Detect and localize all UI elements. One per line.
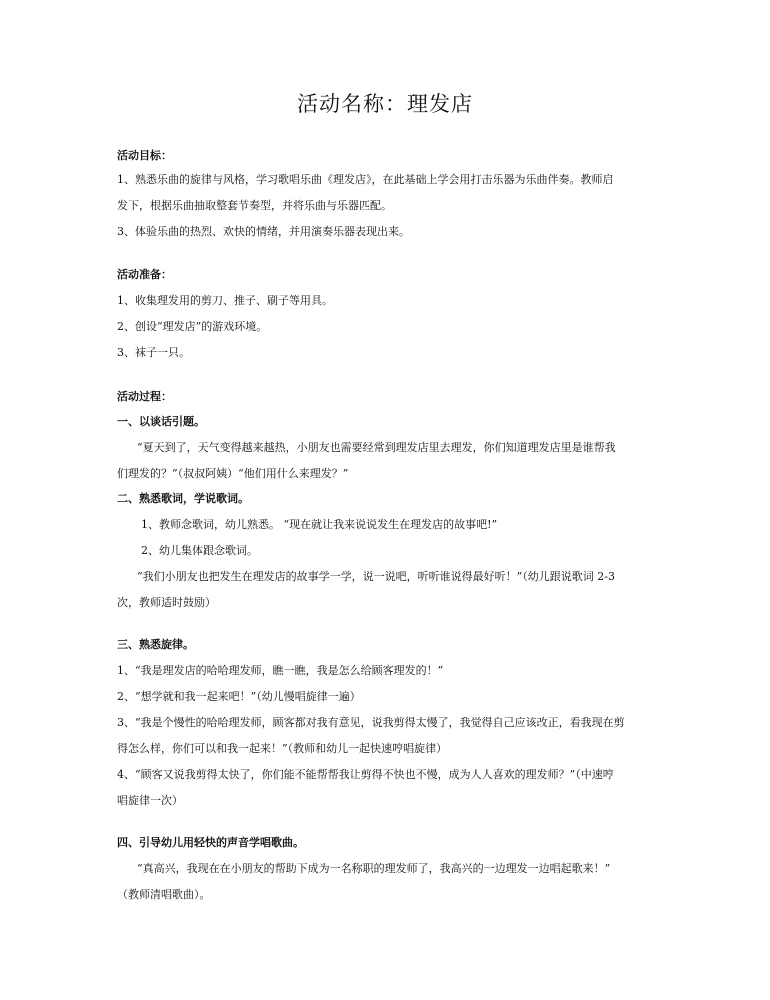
step3-line: 2、“想学就和我一起来吧！”（幼儿慢唱旋律一遍） [117, 690, 361, 703]
step2-line: 2、幼儿集体跟念歌词。 [141, 544, 258, 557]
step4-line: （教师清唱歌曲）。 [117, 888, 211, 901]
step2-line: 1、教师念歌词，幼儿熟悉。 “现在就让我来说说发生在理发店的故事吧!” [141, 518, 498, 531]
goals-line: 发下，根据乐曲抽取整套节奏型，并将乐曲与乐器匹配。 [117, 199, 392, 212]
prep-heading: 活动准备： [117, 268, 172, 281]
step1-heading: 一、以谈话引题。 [117, 415, 205, 428]
process-heading: 活动过程： [117, 390, 172, 403]
step1-line: 们理发的？”（叔叔阿姨）“他们用什么来理发？” [117, 467, 349, 480]
step4-line: “真高兴，我现在在小朋友的帮助下成为一名称职的理发师了，我高兴的一边理发一边唱起歌来！” [137, 862, 611, 875]
goals-heading: 活动目标： [117, 149, 172, 162]
step3-line: 唱旋律一次） [117, 794, 183, 807]
prep-line: 2、创设“理发店”的游戏环境。 [117, 320, 268, 333]
goals-line: 1、熟悉乐曲的旋律与风格，学习歌唱乐曲《理发店》，在此基础上学会用打击乐器为乐曲伴奏。教师启 [117, 173, 614, 186]
step3-line: 1、“我是理发店的哈哈理发师，瞧一瞧，我是怎么给顾客理发的！” [117, 664, 444, 677]
goals-line: 3、体验乐曲的热烈、欢快的情绪，并用演奏乐器表现出来。 [117, 225, 410, 238]
step4-heading: 四、引导幼儿用轻快的声音学唱歌曲。 [117, 836, 304, 849]
step2-heading: 二、熟悉歌词，学说歌词。 [117, 492, 249, 505]
prep-line: 1、收集理发用的剪刀、推子、刷子等用具。 [117, 294, 333, 307]
step2-line: “我们小朋友也把发生在理发店的故事学一学，说一说吧，听听谁说得最好听！”（幼儿跟说歌词 2-3 [137, 570, 615, 583]
step3-line: 3、“我是个慢性的哈哈理发师，顾客都对我有意见，说我剪得太慢了，我觉得自己应该改正，看我现在剪 [117, 716, 625, 729]
step3-line: 得怎么样，你们可以和我一起来！”（教师和幼儿一起快速哼唱旋律） [117, 742, 448, 755]
step1-line: “夏天到了，天气变得越来越热，小朋友也需要经常到理发店里去理发，你们知道理发店里是谁帮我 [137, 441, 616, 454]
step3-line: 4、“顾客又说我剪得太快了，你们能不能帮帮我让剪得不快也不慢，成为人人喜欢的理发师？”（中速哼 [117, 768, 614, 781]
step2-line: 次，教师适时鼓励） [117, 596, 216, 609]
prep-line: 3、袜子一只。 [117, 346, 190, 359]
page-title: 活动名称：理发店 [297, 92, 473, 116]
step3-heading: 三、熟悉旋律。 [117, 638, 194, 651]
